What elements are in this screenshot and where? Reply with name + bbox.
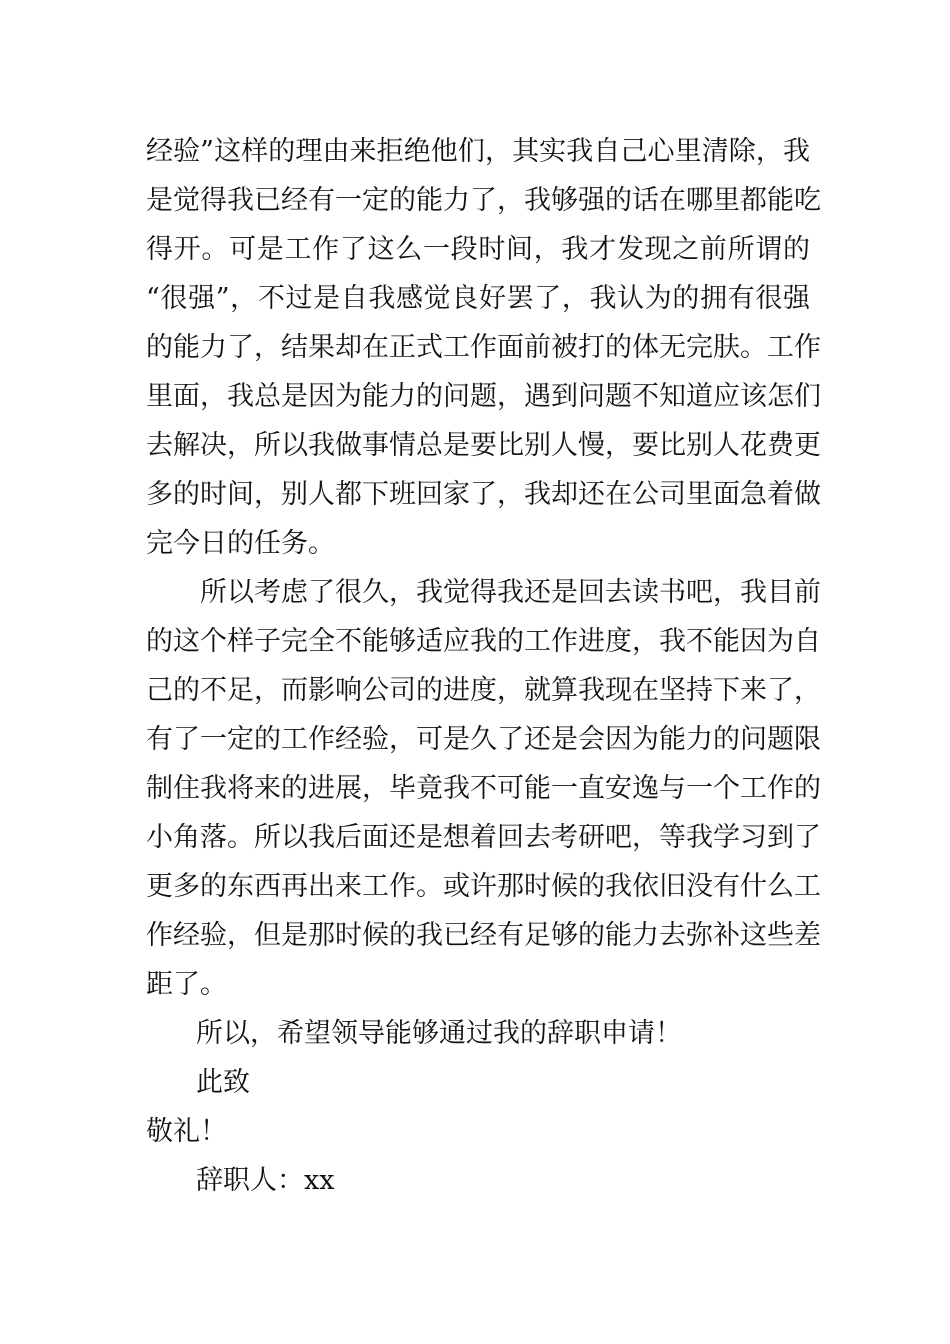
respect-line: 敬礼！ <box>146 1116 227 1147</box>
paragraph-2 <box>146 568 821 1009</box>
paragraph-line: 的这个样子完全不能够适应我的工作进度，我不能因为自 <box>146 626 821 657</box>
salutation: 此致 <box>196 1067 250 1098</box>
paragraph-line: 所以考虑了很久，我觉得我还是回去读书吧，我目前 <box>200 577 821 608</box>
signature: 辞职人：xx <box>196 1165 335 1196</box>
paragraph-line: 的能力了，结果却在正式工作面前被打的体无完肤。工作 <box>146 332 821 363</box>
paragraph-line: 距了。 <box>146 969 227 1000</box>
letter-body <box>146 127 821 1205</box>
paragraph-line: 制住我将来的进展，毕竟我不可能一直安逸与一个工作的 <box>146 773 821 804</box>
paragraph-line: 作经验，但是那时候的我已经有足够的能力去弥补这些差 <box>146 920 821 951</box>
closing-request: 所以，希望领导能够通过我的辞职申请！ <box>196 1018 682 1049</box>
paragraph-line: “很强”，不过是自我感觉良好罢了，我认为的拥有很强 <box>146 283 810 314</box>
paragraph-line: 己的不足，而影响公司的进度，就算我现在坚持下来了， <box>146 675 821 706</box>
paragraph-line: 小角落。所以我后面还是想着回去考研吧，等我学习到了 <box>146 822 821 853</box>
paragraph-line: 多的时间，别人都下班回家了，我却还在公司里面急着做 <box>146 479 821 510</box>
paragraph-line: 去解决，所以我做事情总是要比别人慢，要比别人花费更 <box>146 430 821 461</box>
paragraph-1 <box>146 127 821 568</box>
paragraph-line: 更多的东西再出来工作。或许那时候的我依旧没有什么工 <box>146 871 821 902</box>
paragraph-line: 有了一定的工作经验，可是久了还是会因为能力的问题限 <box>146 724 821 755</box>
paragraph-line: 完今日的任务。 <box>146 528 335 559</box>
paragraph-line: 经验”这样的理由来拒绝他们，其实我自己心里清除，我 <box>146 136 810 167</box>
paragraph-line: 得开。可是工作了这么一段时间，我才发现之前所谓的 <box>146 234 810 265</box>
paragraph-line: 是觉得我已经有一定的能力了，我够强的话在哪里都能吃 <box>146 185 821 216</box>
paragraph-line: 里面，我总是因为能力的问题，遇到问题不知道应该怎们 <box>146 381 821 412</box>
